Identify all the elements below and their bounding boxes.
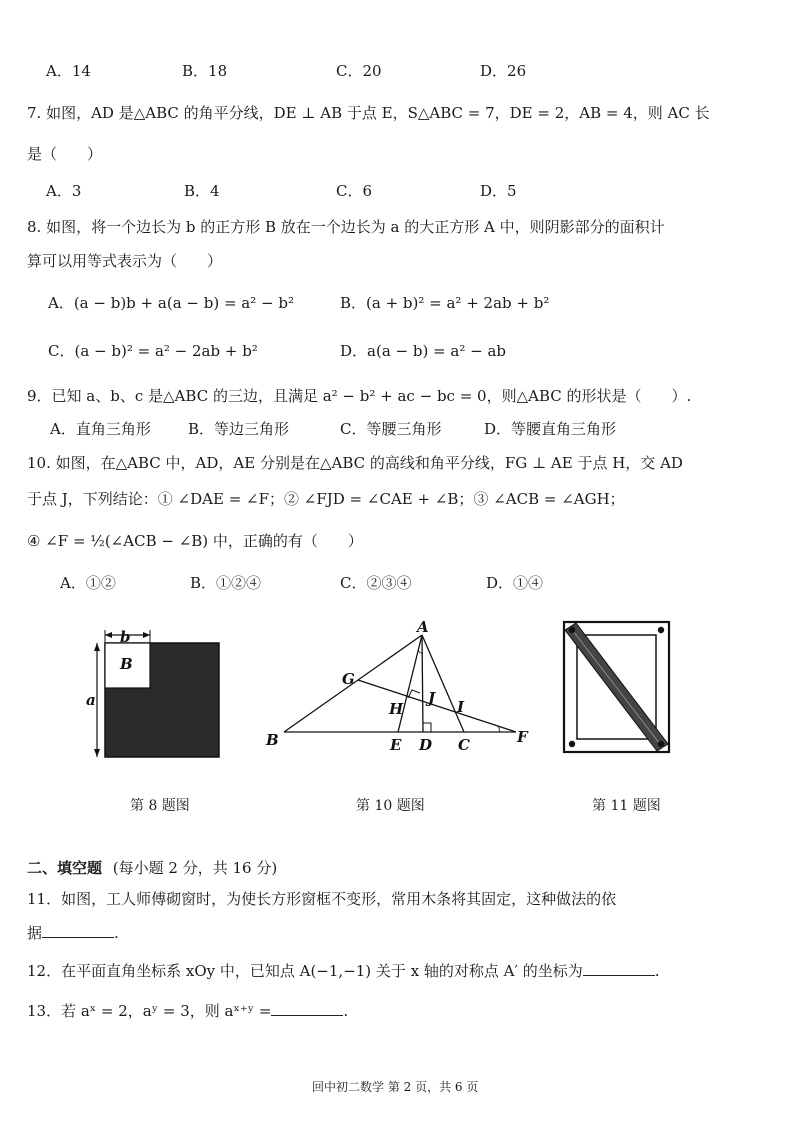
- fig11-caption: 第 11 题图: [592, 798, 661, 814]
- fig8-label-B: B: [120, 655, 133, 673]
- fig8-caption: 第 8 题图: [130, 798, 190, 814]
- q9-stem: 9．已知 a、b、c 是△ABC 的三边，且满足 a² − b² + ac − bc = 0，则△ABC 的形状是（ ）.: [27, 387, 692, 405]
- q13-text: 13．若 aˣ = 2，aʸ = 3，则 aˣ⁺ʸ =: [27, 1002, 272, 1020]
- page-footer: 回中初二数学 第 2 页，共 6 页: [312, 1080, 479, 1094]
- q7-option-b: B．4: [184, 182, 220, 200]
- fig8-label-b: b: [120, 628, 131, 646]
- q8-option-b: B．(a + b)² = a² + 2ab + b²: [340, 294, 550, 312]
- fig10-label-E: E: [390, 736, 402, 754]
- q10-option-c: C．②③④: [340, 574, 412, 592]
- q11-stem-line2: [27, 922, 119, 943]
- q9-option-c: C．等腰三角形: [340, 420, 442, 438]
- q11-answer-blank[interactable]: [42, 925, 114, 938]
- q9-option-d: D．等腰直角三角形: [484, 420, 617, 438]
- q10-option-d: D．①④: [486, 574, 544, 592]
- figure-10: [262, 620, 542, 755]
- q7-stem-line2: 是（ ）: [27, 145, 103, 163]
- q7-option-d: D．5: [480, 182, 517, 200]
- q10-stem-line3: ④ ∠F = ½(∠ACB − ∠B) 中，正确的有（ ）: [27, 532, 363, 550]
- q8-stem-line1: 8. 如图，将一个边长为 b 的正方形 B 放在一个边长为 a 的大正方形 A 中，则阴影部分的面积计: [27, 218, 665, 236]
- q12-stem: [27, 960, 659, 981]
- q10-option-a: A．①②: [60, 574, 116, 592]
- q12-answer-blank[interactable]: [583, 963, 655, 976]
- fig10-label-A: A: [417, 618, 429, 636]
- q11-period: .: [114, 924, 119, 942]
- fig10-label-J: J: [428, 689, 436, 707]
- fig8-label-a: a: [86, 691, 96, 709]
- q11-stem-line1: 11．如图，工人师傅砌窗时，为使长方形窗框不变形，常用木条将其固定，这种做法的依: [27, 890, 617, 908]
- q6-option-c: C．20: [336, 62, 382, 80]
- q12-period: .: [654, 962, 660, 980]
- q7-option-a: A．3: [46, 182, 82, 200]
- fig10-label-H: H: [389, 700, 404, 718]
- q7-option-c: C．6: [336, 182, 373, 200]
- section2-heading: [27, 857, 277, 878]
- q6-option-d: D．26: [480, 62, 527, 80]
- figure-11: [562, 620, 672, 755]
- fig10-label-D: D: [419, 736, 433, 754]
- fig10-label-C: C: [458, 736, 470, 754]
- section2-note: (每小题 2 分，共 16 分): [112, 859, 278, 877]
- q8-option-c: C．(a − b)² = a² − 2ab + b²: [48, 342, 258, 360]
- q10-stem-line1: 10. 如图，在△ABC 中，AD，AE 分别是在△ABC 的高线和角平分线，FG ⊥ AE 于点 H，交 AD: [27, 454, 683, 472]
- q8-option-a: A．(a − b)b + a(a − b) = a² − b²: [48, 294, 294, 312]
- q13-answer-blank[interactable]: [271, 1003, 343, 1016]
- q6-option-b: B．18: [182, 62, 228, 80]
- q9-option-b: B．等边三角形: [188, 420, 290, 438]
- fig10-label-B: B: [266, 731, 279, 749]
- fig10-label-F: F: [517, 728, 528, 746]
- q10-stem-line2: 于点 J，下列结论：① ∠DAE = ∠F；② ∠FJD = ∠CAE + ∠B；③ ∠ACB = ∠AGH；: [27, 490, 625, 508]
- q12-text: 12．在平面直角坐标系 xOy 中，已知点 A(−1,−1) 关于 x 轴的对称点 A′ 的坐标为: [27, 962, 583, 980]
- fig10-label-I: I: [457, 698, 465, 716]
- q9-option-a: A．直角三角形: [50, 420, 151, 438]
- section2-title: 二、填空题: [27, 859, 103, 877]
- q11-lead: 据: [27, 924, 43, 942]
- q8-option-d: D．a(a − b) = a² − ab: [340, 342, 507, 360]
- fig10-label-G: G: [342, 670, 355, 688]
- fig10-caption: 第 10 题图: [356, 798, 425, 814]
- q7-stem-line1: 7. 如图，AD 是△ABC 的角平分线，DE ⊥ AB 于点 E，S△ABC = 7，DE = 2，AB = 4，则 AC 长: [27, 104, 710, 122]
- q10-option-b: B．①②④: [190, 574, 262, 592]
- q13-period: .: [343, 1002, 349, 1020]
- q8-stem-line2: 算可以用等式表示为（ ）: [27, 252, 223, 270]
- q13-stem: [27, 1000, 348, 1021]
- figure-8: [80, 625, 230, 760]
- q6-option-a: A．14: [46, 62, 91, 80]
